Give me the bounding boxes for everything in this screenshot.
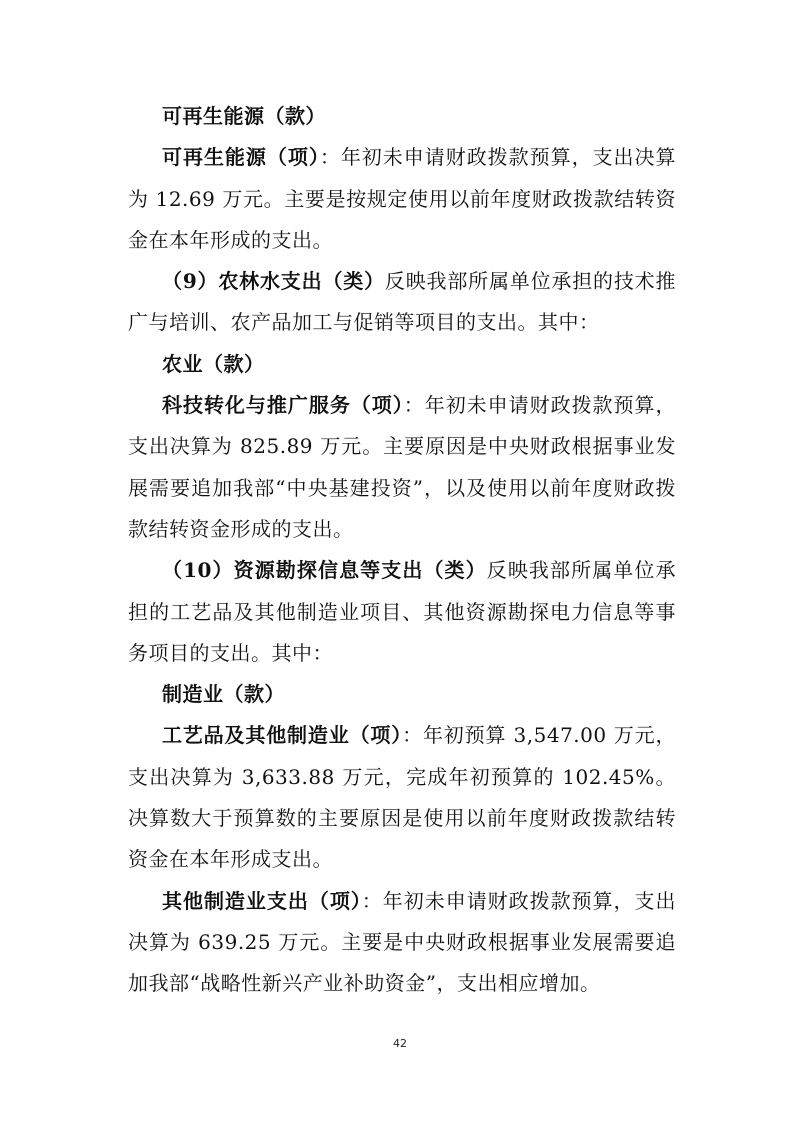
page-number: 42 xyxy=(393,1037,407,1050)
section-heading-manufacturing: 制造业（款） xyxy=(162,682,285,707)
section-heading-agriculture: 农业（款） xyxy=(162,351,265,376)
paragraph-other-manufacturing: 其他制造业支出（项）：年初未申请财政拨款预算，支出决算为 639.25 万元。主要是中央财政根据事业发展需要追加我部“战略性新兴产业补助资金”，支出相应增加。 xyxy=(128,888,677,996)
document-body xyxy=(128,96,676,1005)
paragraph-renewable-energy-item: 可再生能源（项）：年初未申请财政拨款预算，支出决算为 12.69 万元。主要是按规定使用以前年度财政拨款结转资金在本年形成的支出。 xyxy=(128,145,677,252)
paragraph-tech-transfer-services: 科技转化与推广服务（项）：年初未申请财政拨款预算，支出决算为 825.89 万元。主要原因是中央财政根据事业发展需要追加我部“中央基建投资”，以及使用以前年度财政拨款结转资金形成的支出。 xyxy=(128,393,676,541)
section-heading-renewable-energy-category: 可再生能源（款） xyxy=(162,104,326,128)
paragraph-agriculture-forestry-water: （9）农林水支出（类）反映我部所属单位承担的技术推广与培训、农产品加工与促销等项目的支出。其中： xyxy=(128,269,676,335)
paragraph-crafts-manufacturing: 工艺品及其他制造业（项）：年初预算 3,547.00 万元，支出决算为 3,633.88 万元，完成年初预算的 102.45%。决算数大于预算数的主要原因是使用以前年度财政拨款结转资金在本年形成支出。 xyxy=(128,723,676,872)
paragraph-resource-exploration: （10）资源勘探信息等支出（类）反映我部所属单位承担的工艺品及其他制造业项目、其他资源勘探电力信息等事务项目的支出。其中： xyxy=(128,558,676,665)
